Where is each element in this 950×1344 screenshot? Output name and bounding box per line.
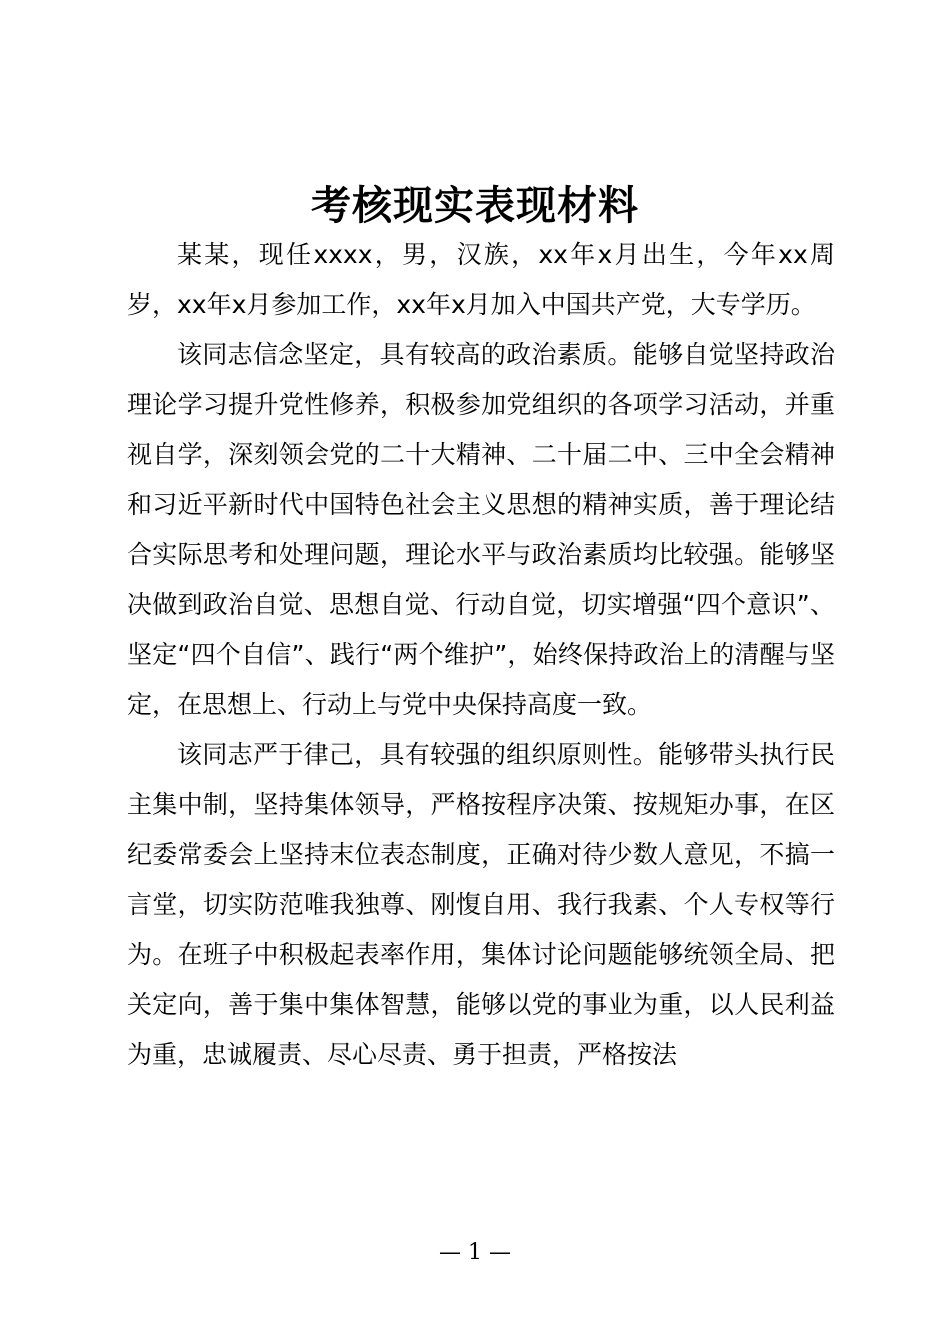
paragraph-personal-info: 某某，现任xxxx，男，汉族，xx年x月出生，今年xx周岁，xx年x月参加工作，xx年x月加入中国共产党，大专学历。 [127,240,835,319]
document-title: 考核现实表现材料 [311,182,639,229]
page-number: — 1 — [439,1240,511,1265]
paragraph-political-quality: 该同志信念坚定，具有较高的政治素质。能够自觉坚持政治理论学习提升党性修养，积极参加党组织的各项学习活动，并重视自学，深刻领会党的二十大精神、二十届二中、三中全会精神和习近平新时代中国特色社会主义思想的精神实质，善于理论结合实际思考和处理问题，理论水平与政治素质均比较强。能够坚决做到政治自觉、思想自觉、行动自觉，切实增强“四个意识”、坚定“四个自信”、践行“两个维护”，始终保持政治上的清醒与坚定，在思想上、行动上与党中央保持高度一致。 [127,340,835,719]
paragraph-organizational-principle: 该同志严于律己，具有较强的组织原则性。能够带头执行民主集中制，坚持集体领导，严格按程序决策、按规矩办事，在区纪委常委会上坚持末位表态制度，正确对待少数人意见，不搞一言堂，切实防范唯我独尊、刚愎自用、我行我素、个人专权等行为。在班子中积极起表率作用，集体讨论问题能够统领全局、把关定向，善于集中集体智慧，能够以党的事业为重，以人民利益为重，忠诚履责、尽心尽责、勇于担责，严格按法 [127,740,835,1069]
document-body [127,230,835,1080]
